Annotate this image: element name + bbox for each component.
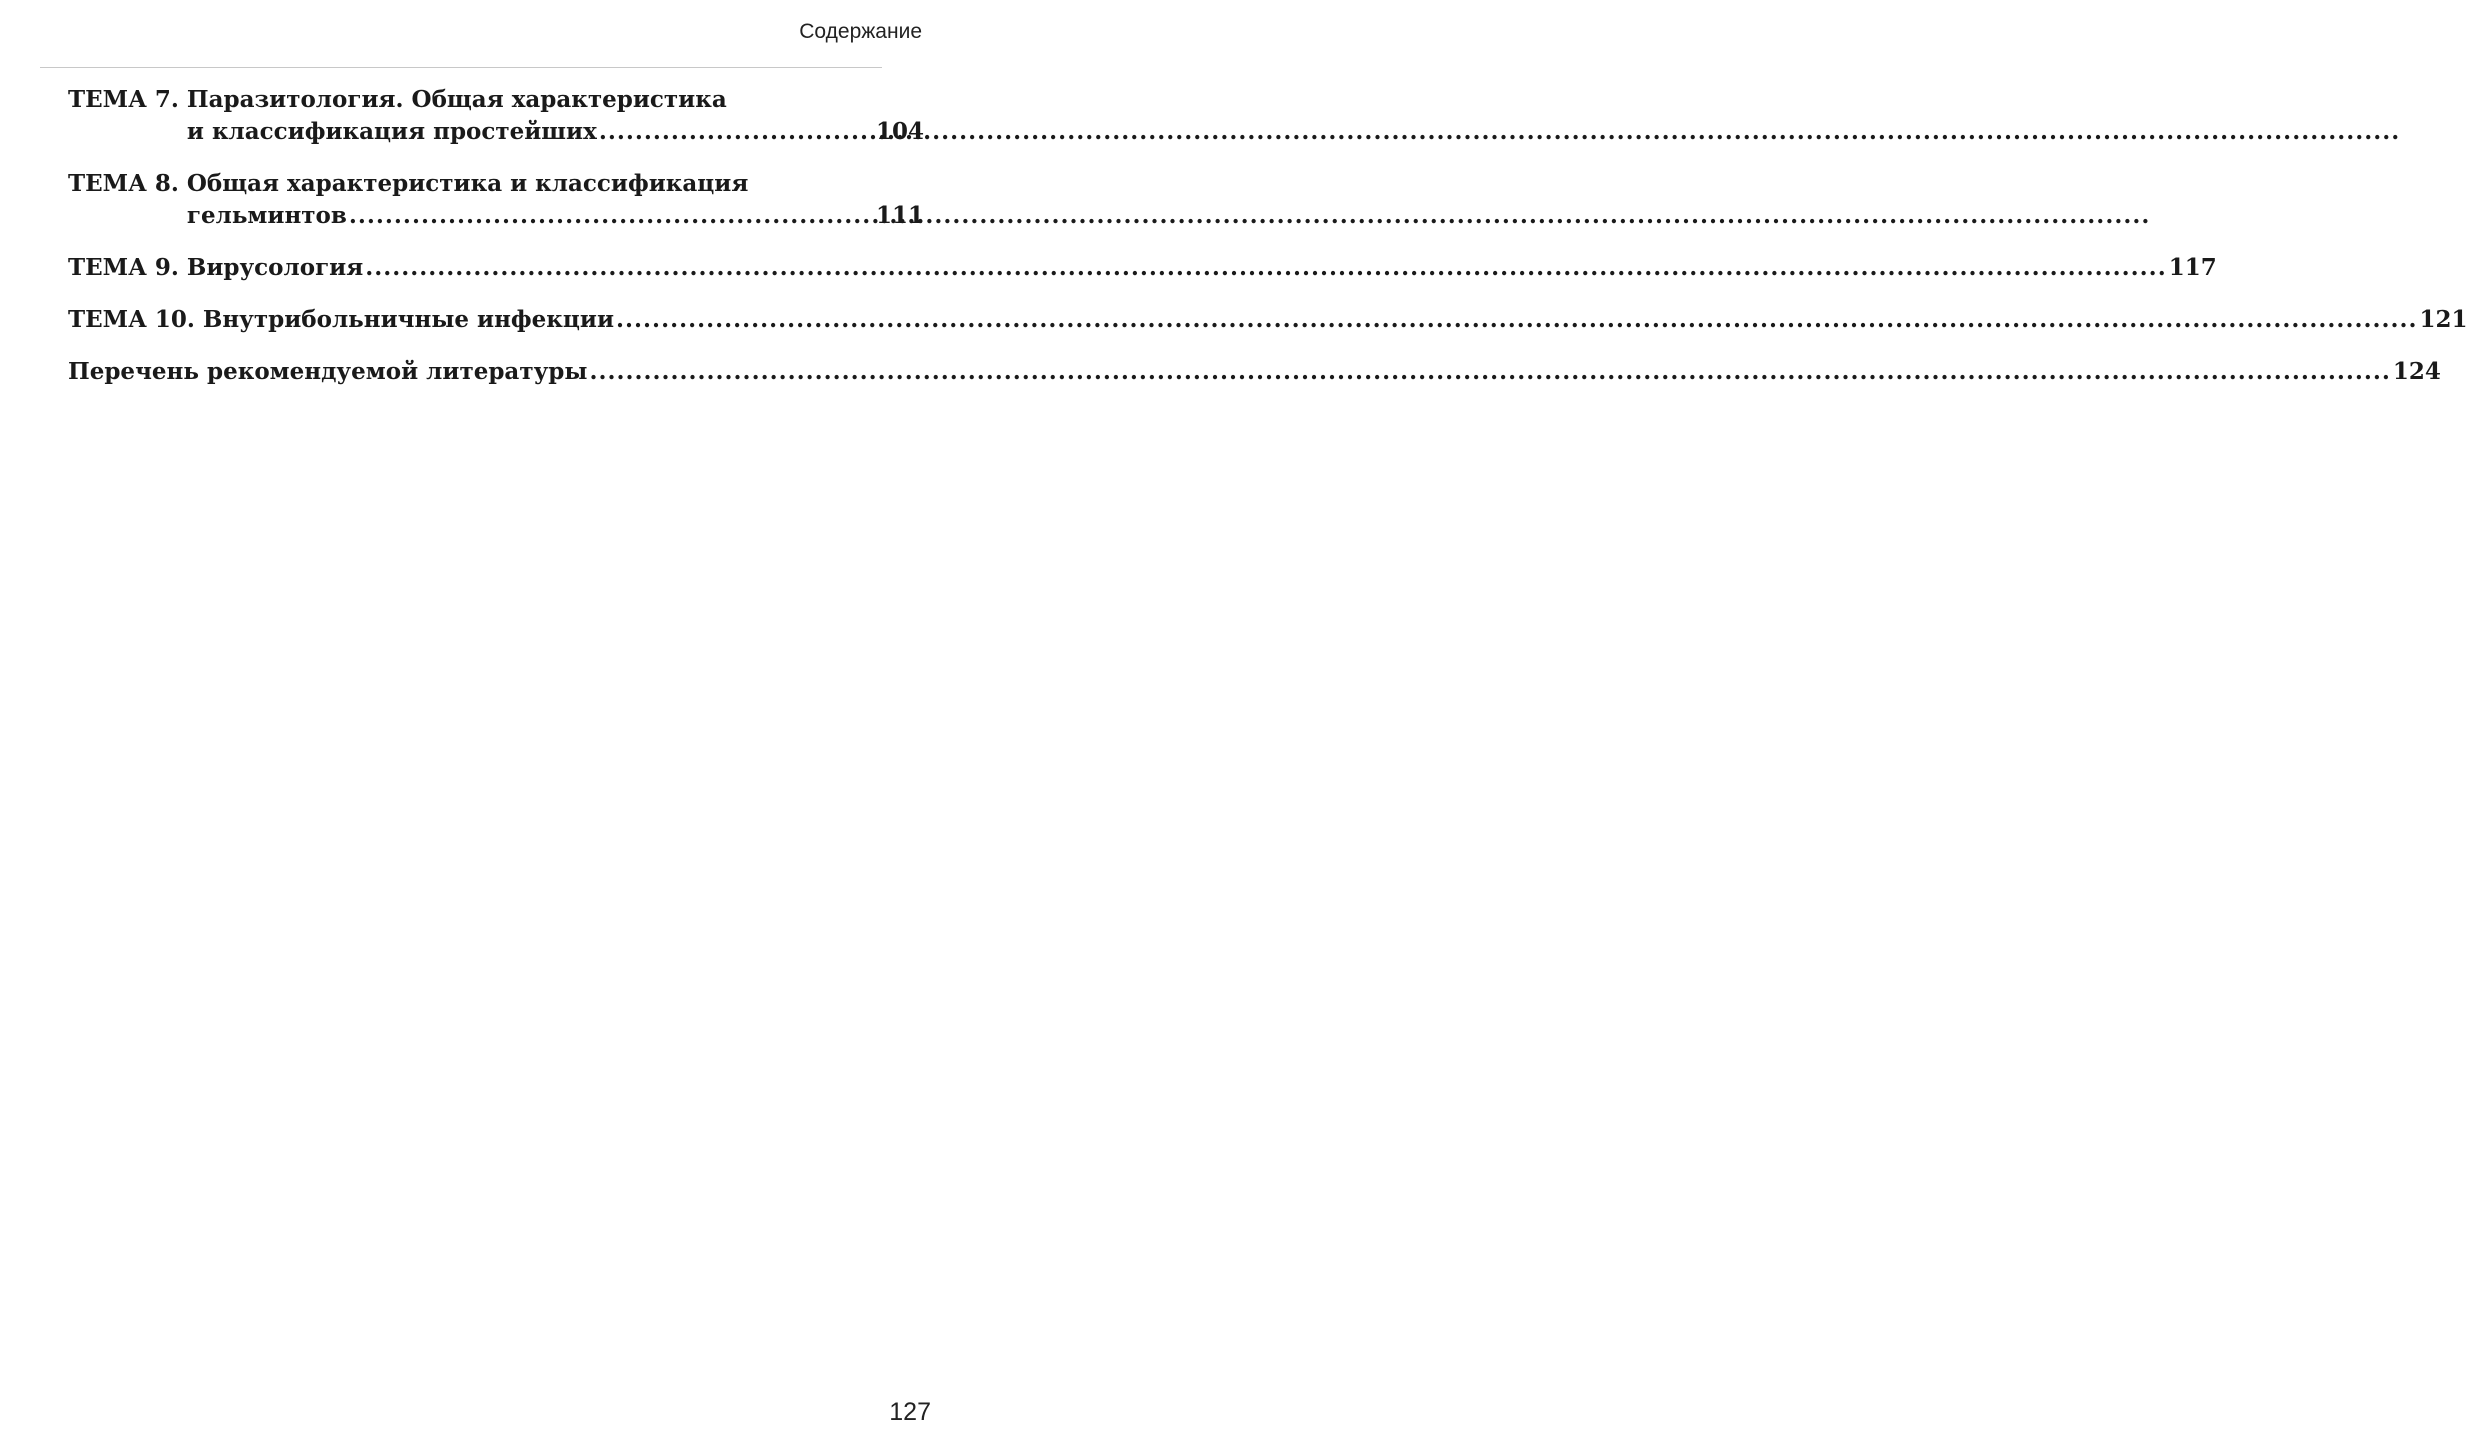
dot-leader: [365, 252, 2166, 284]
table-of-contents: [68, 84, 2468, 408]
toc-entry-page: 121: [2419, 306, 2468, 333]
toc-entry-title-text: Перечень рекомендуемой литературы: [68, 358, 588, 385]
dot-leader: [616, 304, 2417, 336]
toc-entry-title-line: Паразитология. Общая характеристика: [186, 86, 727, 113]
toc-entry-line: [68, 304, 2468, 336]
dot-leader: [599, 116, 874, 148]
toc-entry-title-text: Вирусология: [186, 254, 364, 281]
toc-entry-page: 124: [2392, 358, 2441, 385]
toc-entry-references[interactable]: [68, 356, 2441, 388]
toc-entry-label: ТЕМА 8.: [68, 170, 179, 197]
toc-entry-title-text: и классификация простейших: [186, 118, 597, 145]
page-number: 127: [889, 1398, 931, 1426]
dot-leader: [349, 200, 874, 232]
toc-entry-topic-7[interactable]: [68, 84, 924, 148]
toc-entry-label: ТЕМА 7.: [68, 86, 179, 113]
toc-entry-topic-8[interactable]: [68, 168, 924, 232]
toc-entry-page: 111: [875, 202, 924, 229]
toc-entry-page: 117: [2168, 254, 2217, 281]
header-rule: [40, 67, 882, 68]
toc-entry-line: [68, 252, 2217, 284]
toc-entry-label: ТЕМА 9.: [68, 254, 179, 281]
toc-entry-title: [187, 168, 924, 232]
toc-entry-title: [187, 84, 924, 148]
toc-entry-title-line: [187, 116, 924, 148]
dot-leader: [589, 356, 2390, 388]
toc-entry-topic-9[interactable]: [68, 252, 2217, 284]
toc-entry-title-line: Общая характеристика и классификация: [186, 170, 749, 197]
toc-entry-page: 104: [875, 118, 924, 145]
toc-entry-label: ТЕМА 10.: [68, 306, 195, 333]
toc-entry-title-text: гельминтов: [186, 202, 347, 229]
toc-entry-title-line: [187, 200, 924, 232]
running-head: Содержание: [799, 20, 922, 43]
toc-entry-line: [68, 356, 2441, 388]
toc-entry-topic-10[interactable]: [68, 304, 2468, 336]
toc-entry-title-text: Внутрибольничные инфекции: [202, 306, 615, 333]
